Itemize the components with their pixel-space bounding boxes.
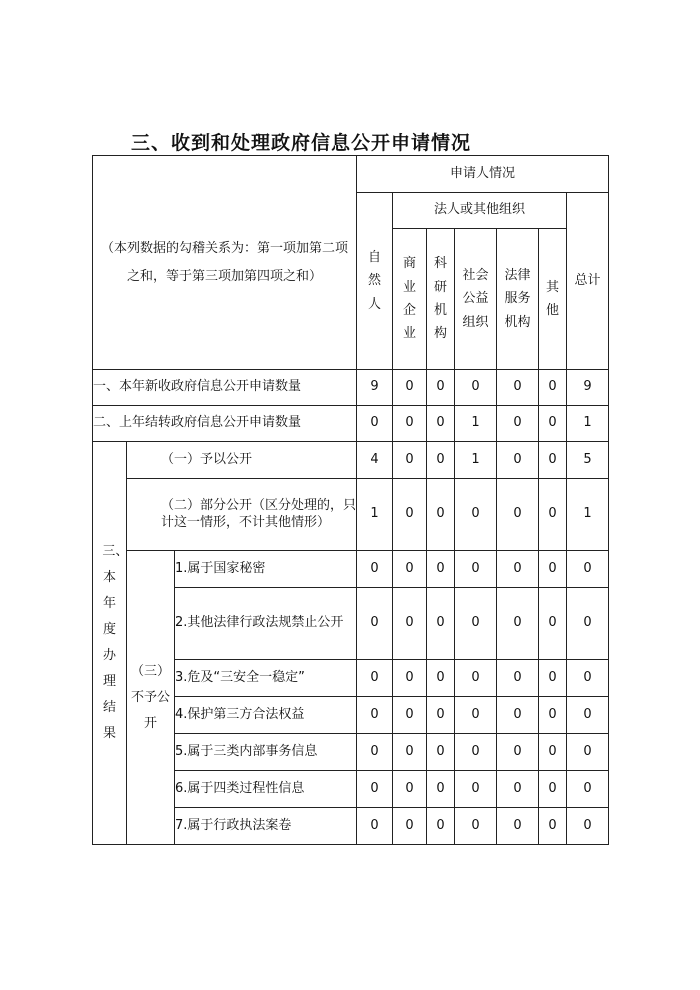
- cell-value: 0: [393, 551, 427, 588]
- cell-value: 0: [427, 588, 455, 660]
- section-title: 三、收到和处理政府信息公开申请情况: [131, 132, 472, 154]
- cell-value: 0: [393, 697, 427, 734]
- withheld-group-label: （三）不予公开: [127, 551, 175, 845]
- cell-value: 1: [567, 479, 609, 551]
- cell-value: 0: [497, 771, 539, 808]
- row-label: 7.属于行政执法案卷: [175, 808, 357, 845]
- cell-value: 5: [567, 442, 609, 479]
- social-header: 社会公益组织: [455, 229, 497, 370]
- cell-value: 0: [455, 479, 497, 551]
- cell-value: 0: [539, 370, 567, 406]
- cell-value: 0: [427, 660, 455, 697]
- cell-value: 0: [393, 479, 427, 551]
- cell-value: 0: [497, 406, 539, 442]
- cell-value: 1: [455, 406, 497, 442]
- table-row: [93, 406, 609, 442]
- row-label: 二、上年结转政府信息公开申请数量: [93, 406, 357, 442]
- table-row: [93, 442, 609, 479]
- cell-value: 0: [455, 697, 497, 734]
- cell-value: 0: [357, 660, 393, 697]
- cell-value: 1: [357, 479, 393, 551]
- legal-group-header: 法人或其他组织: [393, 193, 567, 229]
- cell-value: 0: [539, 442, 567, 479]
- cell-value: 0: [539, 588, 567, 660]
- cell-value: 0: [393, 370, 427, 406]
- cell-value: 9: [567, 370, 609, 406]
- cell-value: 0: [497, 370, 539, 406]
- cell-value: 0: [357, 551, 393, 588]
- cell-value: 0: [427, 406, 455, 442]
- cell-value: 0: [357, 734, 393, 771]
- cell-value: 0: [427, 479, 455, 551]
- cell-value: 0: [393, 771, 427, 808]
- cell-value: 0: [539, 406, 567, 442]
- cell-value: 0: [357, 588, 393, 660]
- cell-value: 0: [539, 697, 567, 734]
- header-note: （本列数据的勾稽关系为：第一项加第二项之和，等于第三项加第四项之和）: [101, 241, 349, 284]
- row-label: 3.危及“三安全一稳定”: [175, 660, 357, 697]
- cell-value: 0: [357, 808, 393, 845]
- cell-value: 0: [427, 808, 455, 845]
- legal-service-header: 法律服务机构: [497, 229, 539, 370]
- cell-value: 0: [497, 660, 539, 697]
- cell-value: 0: [497, 442, 539, 479]
- cell-value: 1: [455, 442, 497, 479]
- section3-label: 三、本年度办理结果: [93, 442, 127, 845]
- row-label: 2.其他法律行政法规禁止公开: [175, 588, 357, 660]
- cell-value: 0: [427, 551, 455, 588]
- application-stats-table: [92, 155, 609, 845]
- row-label: 4.保护第三方合法权益: [175, 697, 357, 734]
- table-row: [93, 370, 609, 406]
- cell-value: 1: [567, 406, 609, 442]
- cell-value: 0: [427, 370, 455, 406]
- cell-value: 0: [497, 697, 539, 734]
- cell-value: 0: [455, 370, 497, 406]
- cell-value: 0: [567, 660, 609, 697]
- row-label: 5.属于三类内部事务信息: [175, 734, 357, 771]
- cell-value: 0: [455, 551, 497, 588]
- cell-value: 0: [497, 808, 539, 845]
- cell-value: 0: [455, 588, 497, 660]
- table-row: [93, 551, 609, 588]
- cell-value: 0: [393, 406, 427, 442]
- cell-value: 0: [393, 808, 427, 845]
- cell-value: 0: [567, 734, 609, 771]
- cell-value: 0: [539, 771, 567, 808]
- cell-value: 0: [357, 771, 393, 808]
- cell-value: 0: [393, 588, 427, 660]
- cell-value: 0: [539, 660, 567, 697]
- cell-value: 0: [357, 697, 393, 734]
- cell-value: 0: [539, 551, 567, 588]
- cell-value: 0: [455, 808, 497, 845]
- cell-value: 0: [427, 771, 455, 808]
- business-header: 商业企业: [393, 229, 427, 370]
- cell-value: 0: [427, 442, 455, 479]
- cell-value: 0: [393, 442, 427, 479]
- cell-value: 0: [455, 771, 497, 808]
- other-header: 其他: [539, 229, 567, 370]
- row-label: （二）部分公开（区分处理的，只计这一情形，不计其他情形）: [127, 479, 357, 551]
- cell-value: 0: [539, 808, 567, 845]
- cell-value: 0: [455, 660, 497, 697]
- cell-value: 0: [427, 697, 455, 734]
- row-label: 1.属于国家秘密: [175, 551, 357, 588]
- header-note-cell: [93, 156, 357, 370]
- cell-value: 0: [357, 406, 393, 442]
- cell-value: 0: [427, 734, 455, 771]
- cell-value: 0: [567, 771, 609, 808]
- applicant-header: 申请人情况: [357, 156, 609, 193]
- cell-value: 0: [539, 479, 567, 551]
- cell-value: 0: [567, 588, 609, 660]
- cell-value: 0: [455, 734, 497, 771]
- row-label: （一）予以公开: [127, 442, 357, 479]
- row-label: 6.属于四类过程性信息: [175, 771, 357, 808]
- cell-value: 0: [567, 551, 609, 588]
- research-header: 科研机构: [427, 229, 455, 370]
- cell-value: 0: [393, 660, 427, 697]
- table-row: [93, 479, 609, 551]
- total-header: 总计: [567, 193, 609, 370]
- cell-value: 0: [497, 479, 539, 551]
- cell-value: 0: [393, 734, 427, 771]
- cell-value: 0: [497, 588, 539, 660]
- cell-value: 9: [357, 370, 393, 406]
- row-label: 一、本年新收政府信息公开申请数量: [93, 370, 357, 406]
- natural-person-header: 自然人: [357, 193, 393, 370]
- cell-value: 0: [539, 734, 567, 771]
- cell-value: 0: [567, 808, 609, 845]
- cell-value: 4: [357, 442, 393, 479]
- cell-value: 0: [567, 697, 609, 734]
- cell-value: 0: [497, 734, 539, 771]
- cell-value: 0: [497, 551, 539, 588]
